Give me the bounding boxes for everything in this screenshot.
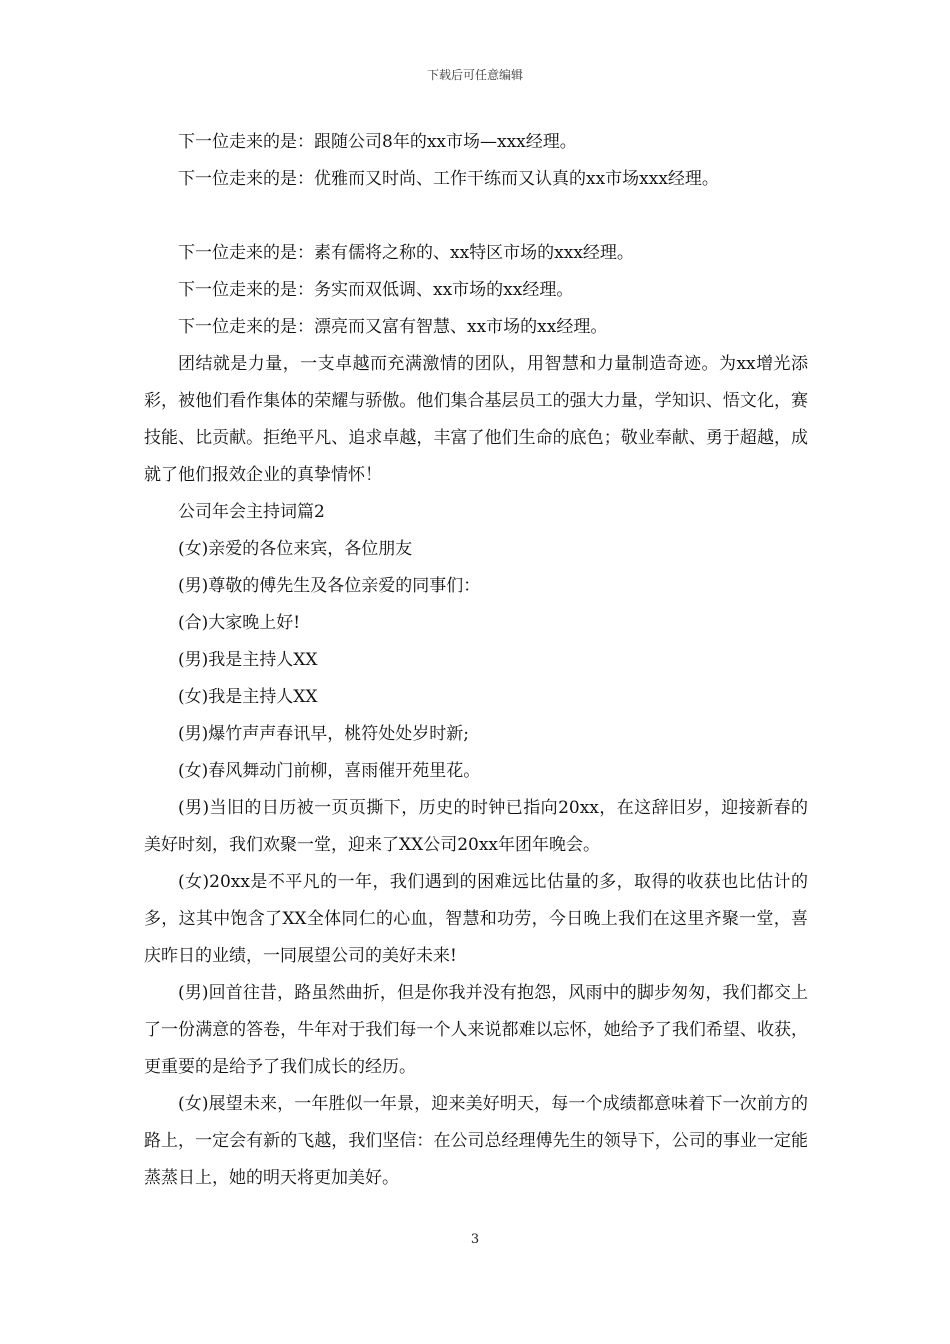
paragraph: 下一位走来的是：漂亮而又富有智慧、xx市场的xx经理。 bbox=[178, 317, 608, 337]
paragraph: 下一位走来的是：跟随公司8年的xx市场—xxx经理。 bbox=[178, 132, 577, 152]
paragraph: 下一位走来的是：务实而双低调、xx市场的xx经理。 bbox=[178, 280, 574, 300]
paragraph: (男)尊敬的傅先生及各位亲爱的同事们： bbox=[178, 576, 481, 596]
paragraph: (男)当旧的日历被一页页撕下，历史的时钟已指向20xx，在这辞旧岁，迎接新春的美好时刻，我们欢聚一堂，迎来了XX公司20xx年团年晚会。 bbox=[144, 798, 808, 855]
blank-line bbox=[144, 198, 808, 235]
paragraph: 团结就是力量，一支卓越而充满激情的团队，用智慧和力量制造奇迹。为xx增光添彩，被他们看作集体的荣耀与骄傲。他们集合基层员工的强大力量，学知识、悟文化，赛技能、比贡献。拒绝平凡、追求卓越，丰富了他们生命的底色；敬业奉献、勇于超越，成就了他们报效企业的真挚情怀！ bbox=[144, 354, 808, 485]
section-title: 公司年会主持词篇2 bbox=[178, 502, 325, 522]
paragraph: (女)春风舞动门前柳，喜雨催开苑里花。 bbox=[178, 761, 481, 781]
page-header: 下载后可任意编辑 bbox=[426, 68, 523, 82]
paragraph: (男)回首往昔，路虽然曲折，但是你我并没有抱怨，风雨中的脚步匆匆，我们都交上了一份满意的答卷，牛年对于我们每一个人来说都难以忘怀，她给予了我们希望、收获，更重要的是给予了我们成长的经历。 bbox=[144, 983, 808, 1077]
paragraph: 下一位走来的是：素有儒将之称的、xx特区市场的xxx经理。 bbox=[178, 243, 634, 263]
paragraph: (女)我是主持人XX bbox=[178, 687, 318, 707]
paragraph: (合)大家晚上好! bbox=[178, 613, 301, 633]
paragraph: (女)展望未来，一年胜似一年景，迎来美好明天，每一个成绩都意味着下一次前方的路上，一定会有新的飞越，我们坚信：在公司总经理傅先生的领导下，公司的事业一定能蒸蒸日上，她的明天将更加美好。 bbox=[144, 1094, 808, 1188]
paragraph: (男)我是主持人XX bbox=[178, 650, 318, 670]
document-body bbox=[144, 124, 808, 1197]
paragraph: (女)20xx是不平凡的一年，我们遇到的困难远比估量的多，取得的收获也比估计的多，这其中饱含了XX全体同仁的心血，智慧和功劳，今日晚上我们在这里齐聚一堂，喜庆昨日的业绩，一同展望公司的美好未来! bbox=[144, 872, 808, 966]
page-number: 3 bbox=[470, 1232, 480, 1247]
paragraph: 下一位走来的是：优雅而又时尚、工作干练而又认真的xx市场xxx经理。 bbox=[178, 169, 719, 189]
paragraph: (女)亲爱的各位来宾，各位朋友 bbox=[178, 539, 413, 559]
paragraph: (男)爆竹声声春讯早，桃符处处岁时新; bbox=[178, 724, 469, 744]
